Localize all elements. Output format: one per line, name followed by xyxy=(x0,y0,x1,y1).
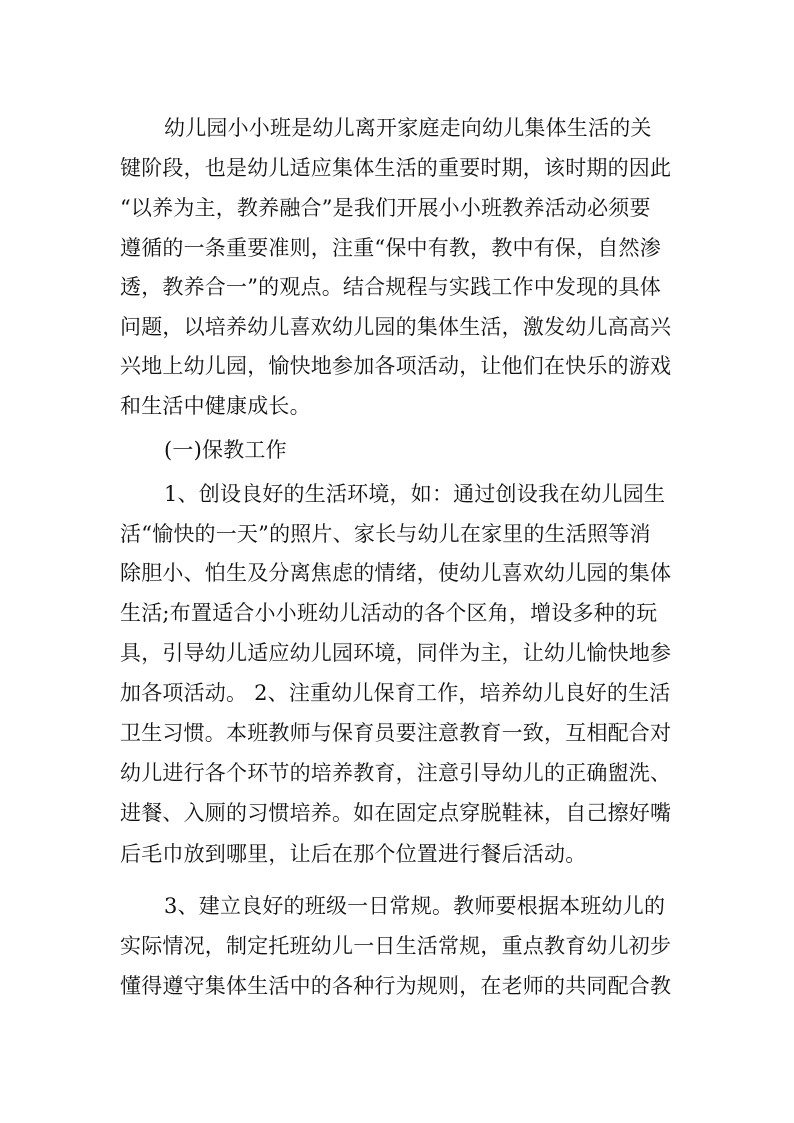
text-line: “以养为主，教养融合”是我们开展小小班教养活动必须要 xyxy=(120,196,651,220)
text-line: 活“愉快的一天”的照片、家长与幼儿在家里的生活照等消 xyxy=(120,522,651,546)
text-line: 幼儿进行各个环节的培养教育，注意引导幼儿的正确盥洗、 xyxy=(120,761,672,785)
text-line: 加各项活动。 2、注重幼儿保育工作，培养幼儿良好的生活 xyxy=(120,681,671,705)
text-line: 透，教养合一”的观点。结合规程与实践工作中发现的具体 xyxy=(120,275,661,299)
text-line: 和生活中健康成长。 xyxy=(120,394,311,418)
text-line: 兴地上幼儿园，愉快地参加各项活动，让他们在快乐的游戏 xyxy=(120,354,672,378)
text-line: 幼儿园小小班是幼儿离开家庭走向幼儿集体生活的关 xyxy=(164,116,652,140)
text-line: 3、建立良好的班级一日常规。教师要根据本班幼儿的 xyxy=(164,894,666,918)
text-line: 实际情况，制定托班幼儿一日生活常规，重点教育幼儿初步 xyxy=(120,934,672,958)
text-line: 遵循的一条重要准则，注重“保中有教，教中有保，自然渗 xyxy=(120,236,661,260)
text-line: 懂得遵守集体生活中的各种行为规则，在老师的共同配合教 xyxy=(120,974,672,998)
section-heading: (一)保教工作 xyxy=(164,438,287,462)
text-line: 问题，以培养幼儿喜欢幼儿园的集体生活，激发幼儿高高兴 xyxy=(120,315,672,339)
text-line: 后毛巾放到哪里，让后在那个位置进行餐后活动。 xyxy=(120,842,587,866)
text-line: 具，引导幼儿适应幼儿园环境，同伴为主，让幼儿愉快地参 xyxy=(120,641,672,665)
text-line: 除胆小、怕生及分离焦虑的情绪，使幼儿喜欢幼儿园的集体 xyxy=(120,561,672,585)
text-line: 进餐、入厕的习惯培养。如在固定点穿脱鞋袜，自己擦好嘴 xyxy=(120,801,672,825)
text-line: 卫生习惯。本班教师与保育员要注意教育一致，互相配合对 xyxy=(120,721,672,745)
text-line: 1、创设良好的生活环境，如：通过创设我在幼儿园生 xyxy=(164,482,666,506)
text-line: 生活;布置适合小小班幼儿活动的各个区角，增设多种的玩 xyxy=(120,601,658,625)
text-line: 键阶段，也是幼儿适应集体生活的重要时期，该时期的因此 xyxy=(120,156,672,180)
